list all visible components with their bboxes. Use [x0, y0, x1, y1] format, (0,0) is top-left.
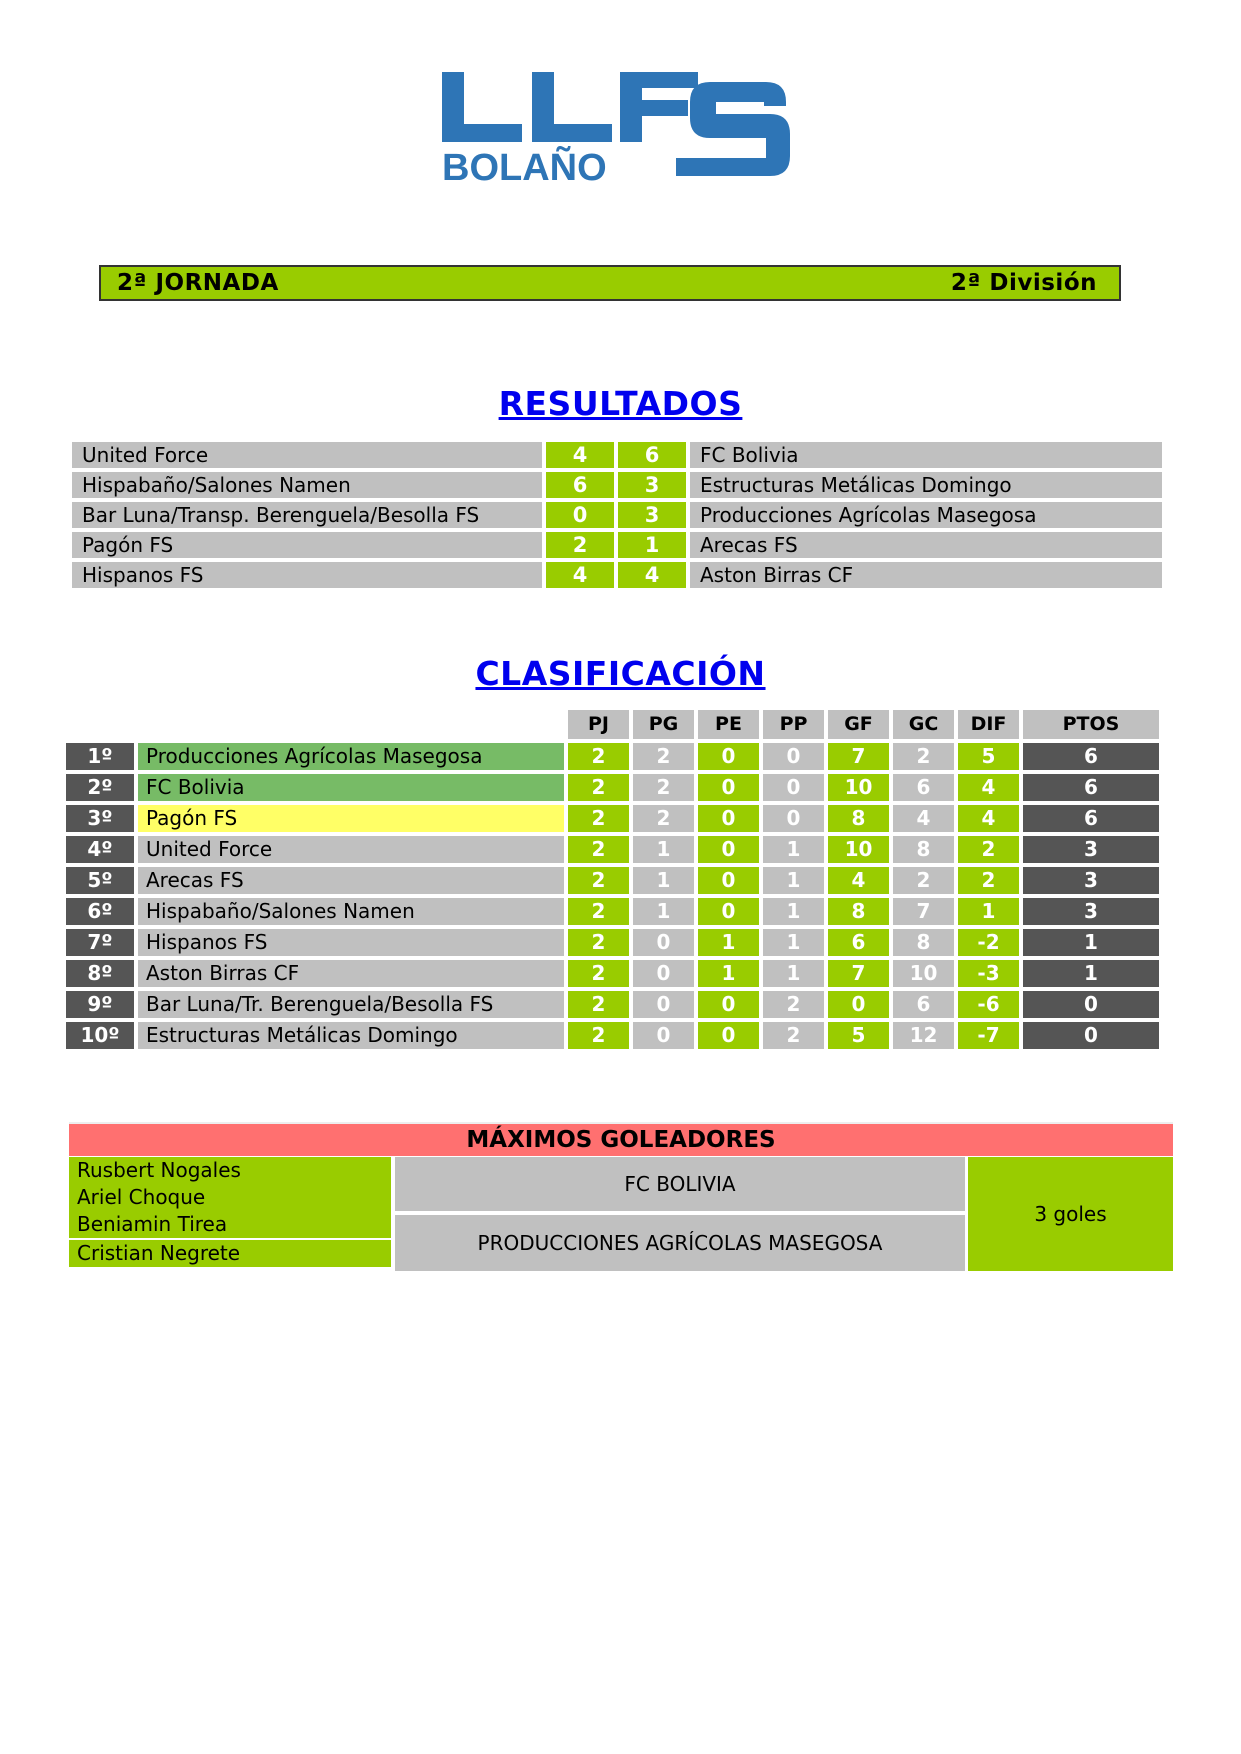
stat-gc: 6: [891, 772, 956, 803]
standings-row: [64, 741, 1176, 772]
results-title: RESULTADOS: [498, 384, 743, 423]
stat-dif: 4: [956, 772, 1021, 803]
stat-pp: 2: [761, 1020, 826, 1051]
team-name: Estructuras Metálicas Domingo: [136, 1020, 566, 1051]
team-name: United Force: [136, 834, 566, 865]
scorers-title: MÁXIMOS GOLEADORES: [69, 1122, 1173, 1156]
away-team: FC Bolivia: [688, 440, 1164, 470]
position: 9º: [64, 989, 136, 1020]
stat-gf: 0: [826, 989, 891, 1020]
stat-pp: 0: [761, 741, 826, 772]
logo-bolano-text: BOLAÑO: [442, 147, 607, 189]
stat-pts: 1: [1021, 958, 1161, 989]
team-name: Aston Birras CF: [136, 958, 566, 989]
home-goals: 6: [544, 470, 616, 500]
away-team: Estructuras Metálicas Domingo: [688, 470, 1164, 500]
position: 4º: [64, 834, 136, 865]
stat-pj: 2: [566, 1020, 631, 1051]
division-label: 2ª División: [950, 270, 1097, 296]
stat-pe: 0: [696, 1020, 761, 1051]
away-team: Arecas FS: [688, 530, 1164, 560]
team-name: FC Bolivia: [136, 772, 566, 803]
home-team: Hispanos FS: [70, 560, 544, 590]
stat-pg: 0: [631, 989, 696, 1020]
stat-pp: 0: [761, 772, 826, 803]
standings-header-pg: PG: [631, 708, 696, 741]
scorer-goals: 3 goles: [968, 1157, 1173, 1271]
position: 10º: [64, 1020, 136, 1051]
standings-header-ptos: PTOS: [1021, 708, 1161, 741]
stat-pj: 2: [566, 927, 631, 958]
results-table: [70, 440, 1164, 590]
stat-pg: 1: [631, 834, 696, 865]
standings-row: [64, 834, 1176, 865]
stat-gf: 10: [826, 834, 891, 865]
stat-pe: 1: [696, 927, 761, 958]
stat-pp: 2: [761, 989, 826, 1020]
standings-header-spacer: [64, 708, 566, 741]
stat-pts: 0: [1021, 989, 1161, 1020]
stat-pj: 2: [566, 741, 631, 772]
stat-pts: 3: [1021, 896, 1161, 927]
stat-pg: 0: [631, 1020, 696, 1051]
stat-pe: 0: [696, 896, 761, 927]
standings-header-pe: PE: [696, 708, 761, 741]
standings-row: [64, 772, 1176, 803]
stat-pe: 0: [696, 803, 761, 834]
standings-header-pp: PP: [761, 708, 826, 741]
stat-gc: 4: [891, 803, 956, 834]
standings-header-gc: GC: [891, 708, 956, 741]
standings-row: [64, 927, 1176, 958]
stat-pts: 0: [1021, 1020, 1161, 1051]
stat-pts: 3: [1021, 865, 1161, 896]
stat-pts: 6: [1021, 803, 1161, 834]
standings-row: [64, 958, 1176, 989]
scorer-name: Beniamin Tirea: [69, 1211, 391, 1238]
team-name: Hispanos FS: [136, 927, 566, 958]
stat-dif: -3: [956, 958, 1021, 989]
stat-gc: 12: [891, 1020, 956, 1051]
result-row: [70, 440, 1164, 470]
standings-row: [64, 989, 1176, 1020]
scorer-name: Rusbert Nogales: [69, 1157, 391, 1184]
scorer-name: Ariel Choque: [69, 1184, 391, 1211]
scorer-team-2: PRODUCCIONES AGRÍCOLAS MASEGOSA: [395, 1215, 965, 1271]
stat-pj: 2: [566, 865, 631, 896]
stat-pj: 2: [566, 772, 631, 803]
away-goals: 1: [616, 530, 688, 560]
standings-table: [64, 708, 1176, 1051]
stat-gf: 8: [826, 803, 891, 834]
stat-gf: 5: [826, 1020, 891, 1051]
stat-pg: 1: [631, 865, 696, 896]
stat-pj: 2: [566, 803, 631, 834]
stat-pp: 1: [761, 896, 826, 927]
stat-pg: 1: [631, 896, 696, 927]
scorer-name: Cristian Negrete: [69, 1240, 391, 1267]
stat-pj: 2: [566, 989, 631, 1020]
home-team: Pagón FS: [70, 530, 544, 560]
position: 8º: [64, 958, 136, 989]
stat-pg: 2: [631, 803, 696, 834]
standings-row: [64, 865, 1176, 896]
position: 2º: [64, 772, 136, 803]
home-goals: 4: [544, 560, 616, 590]
position: 7º: [64, 927, 136, 958]
away-goals: 3: [616, 500, 688, 530]
position: 5º: [64, 865, 136, 896]
stat-gf: 8: [826, 896, 891, 927]
stat-pp: 0: [761, 803, 826, 834]
standings-title: CLASIFICACIÓN: [475, 654, 766, 693]
stat-pe: 0: [696, 772, 761, 803]
team-name: Arecas FS: [136, 865, 566, 896]
stat-gf: 6: [826, 927, 891, 958]
stat-pe: 0: [696, 989, 761, 1020]
stat-dif: -7: [956, 1020, 1021, 1051]
team-name: Pagón FS: [136, 803, 566, 834]
stat-gc: 2: [891, 865, 956, 896]
home-goals: 2: [544, 530, 616, 560]
standings-row: [64, 803, 1176, 834]
home-team: Hispabaño/Salones Namen: [70, 470, 544, 500]
stat-gc: 8: [891, 927, 956, 958]
position: 6º: [64, 896, 136, 927]
stat-dif: 2: [956, 865, 1021, 896]
stat-pj: 2: [566, 896, 631, 927]
result-row: [70, 470, 1164, 500]
standings-row: [64, 1020, 1176, 1051]
standings-header-dif: DIF: [956, 708, 1021, 741]
stat-pe: 0: [696, 865, 761, 896]
stat-gf: 10: [826, 772, 891, 803]
stat-pg: 2: [631, 741, 696, 772]
home-goals: 4: [544, 440, 616, 470]
position: 1º: [64, 741, 136, 772]
scorer-team-1: FC BOLIVIA: [395, 1157, 965, 1211]
stat-pg: 0: [631, 958, 696, 989]
stat-pe: 1: [696, 958, 761, 989]
llfs-bolano-logo: [440, 70, 800, 190]
stat-pp: 1: [761, 865, 826, 896]
stat-dif: 2: [956, 834, 1021, 865]
stat-pp: 1: [761, 834, 826, 865]
stat-gf: 7: [826, 958, 891, 989]
stat-gf: 7: [826, 741, 891, 772]
stat-gc: 8: [891, 834, 956, 865]
stat-dif: 4: [956, 803, 1021, 834]
team-name: Producciones Agrícolas Masegosa: [136, 741, 566, 772]
stat-pts: 6: [1021, 772, 1161, 803]
stat-pg: 2: [631, 772, 696, 803]
stat-dif: -2: [956, 927, 1021, 958]
standings-row: [64, 896, 1176, 927]
stat-dif: -6: [956, 989, 1021, 1020]
stat-pp: 1: [761, 927, 826, 958]
team-name: Bar Luna/Tr. Berenguela/Besolla FS: [136, 989, 566, 1020]
stat-pj: 2: [566, 958, 631, 989]
away-goals: 6: [616, 440, 688, 470]
stat-pj: 2: [566, 834, 631, 865]
stat-pts: 3: [1021, 834, 1161, 865]
stat-gf: 4: [826, 865, 891, 896]
stat-pe: 0: [696, 741, 761, 772]
away-goals: 4: [616, 560, 688, 590]
stat-gc: 10: [891, 958, 956, 989]
home-goals: 0: [544, 500, 616, 530]
result-row: [70, 500, 1164, 530]
standings-header-gf: GF: [826, 708, 891, 741]
result-row: [70, 530, 1164, 560]
team-name: Hispabaño/Salones Namen: [136, 896, 566, 927]
stat-dif: 5: [956, 741, 1021, 772]
stat-dif: 1: [956, 896, 1021, 927]
away-team: Producciones Agrícolas Masegosa: [688, 500, 1164, 530]
away-team: Aston Birras CF: [688, 560, 1164, 590]
stat-gc: 7: [891, 896, 956, 927]
stat-pe: 0: [696, 834, 761, 865]
stat-pts: 6: [1021, 741, 1161, 772]
home-team: Bar Luna/Transp. Berenguela/Besolla FS: [70, 500, 544, 530]
round-division-bar: [99, 265, 1121, 301]
standings-header-row: [64, 708, 1176, 741]
stat-pts: 1: [1021, 927, 1161, 958]
stat-gc: 2: [891, 741, 956, 772]
result-row: [70, 560, 1164, 590]
stat-gc: 6: [891, 989, 956, 1020]
home-team: United Force: [70, 440, 544, 470]
away-goals: 3: [616, 470, 688, 500]
stat-pg: 0: [631, 927, 696, 958]
standings-header-pj: PJ: [566, 708, 631, 741]
position: 3º: [64, 803, 136, 834]
stat-pp: 1: [761, 958, 826, 989]
round-label: 2ª JORNADA: [117, 270, 279, 296]
